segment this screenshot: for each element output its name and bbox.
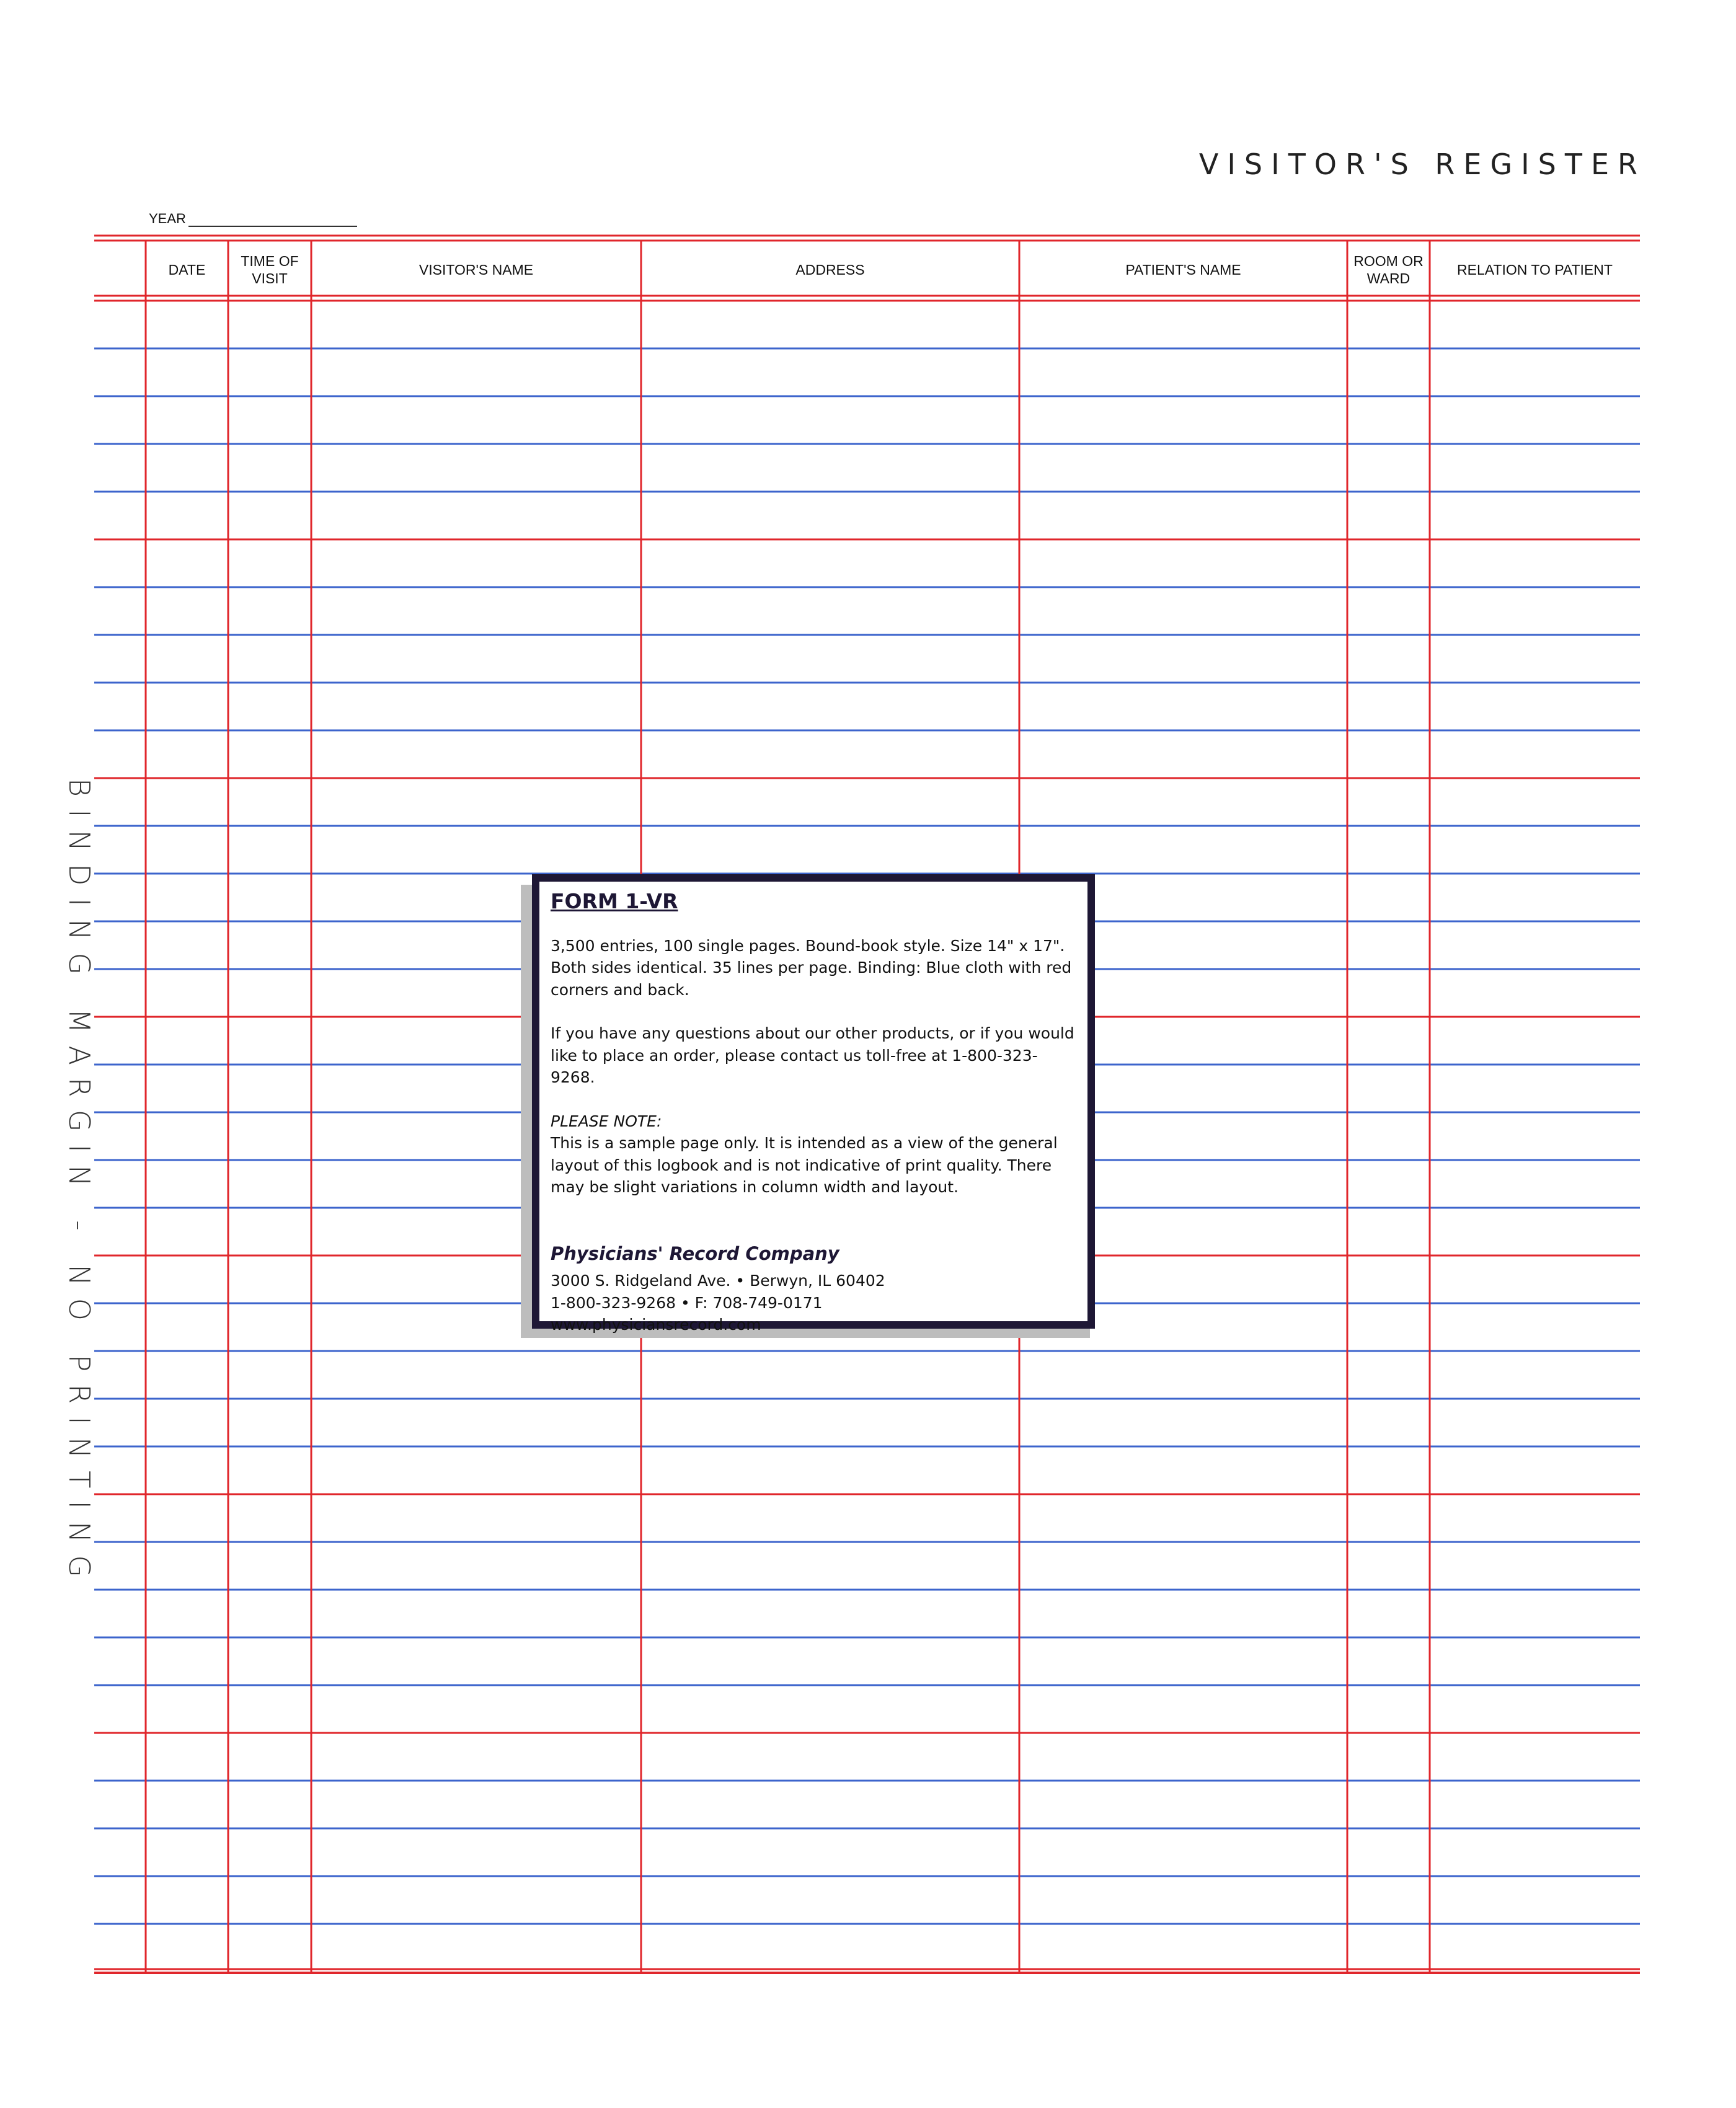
column-header-patient: PATIENT'S NAME xyxy=(1125,262,1241,278)
form-description: 3,500 entries, 100 single pages. Bound-book style. Size 14" x 17". Both sides identical. 35 lines per page. Binding: Blue cloth with red corners and back. xyxy=(551,936,1072,999)
year-label: YEAR xyxy=(149,211,186,226)
page-title: VISITOR'S REGISTER xyxy=(1198,148,1646,181)
company-website: www.physiciansrecord.com xyxy=(551,1316,761,1334)
company-name: Physicians' Record Company xyxy=(551,1242,839,1264)
note-text: This is a sample page only. It is intended as a view of the general layout of this logbook and is not indicative of print quality. There may be slight variations in column width and layout. xyxy=(551,1134,1058,1196)
column-header-relation: RELATION TO PATIENT xyxy=(1457,262,1613,278)
contact-paragraph: If you have any questions about our other products, or if you would like to place an order, please contact us toll-free at 1-800-323-9268. xyxy=(551,1024,1074,1086)
column-header-address: ADDRESS xyxy=(795,262,865,278)
form-title: FORM 1-VR xyxy=(551,889,678,913)
column-header-time: TIME OF VISIT xyxy=(241,253,299,286)
company-address: 3000 S. Ridgeland Ave. • Berwyn, IL 60402 xyxy=(551,1272,885,1290)
binding-margin-label: BINDING MARGIN - NO PRINTING xyxy=(63,778,96,1590)
form-info-box xyxy=(532,874,1095,1334)
column-header-date: DATE xyxy=(168,262,206,278)
note-label: PLEASE NOTE: xyxy=(551,1112,662,1130)
company-phone: 1-800-323-9268 • F: 708-749-0171 xyxy=(551,1293,823,1312)
column-header-visitor: VISITOR'S NAME xyxy=(418,262,534,278)
column-header-room: ROOM OR WARD xyxy=(1353,253,1424,286)
